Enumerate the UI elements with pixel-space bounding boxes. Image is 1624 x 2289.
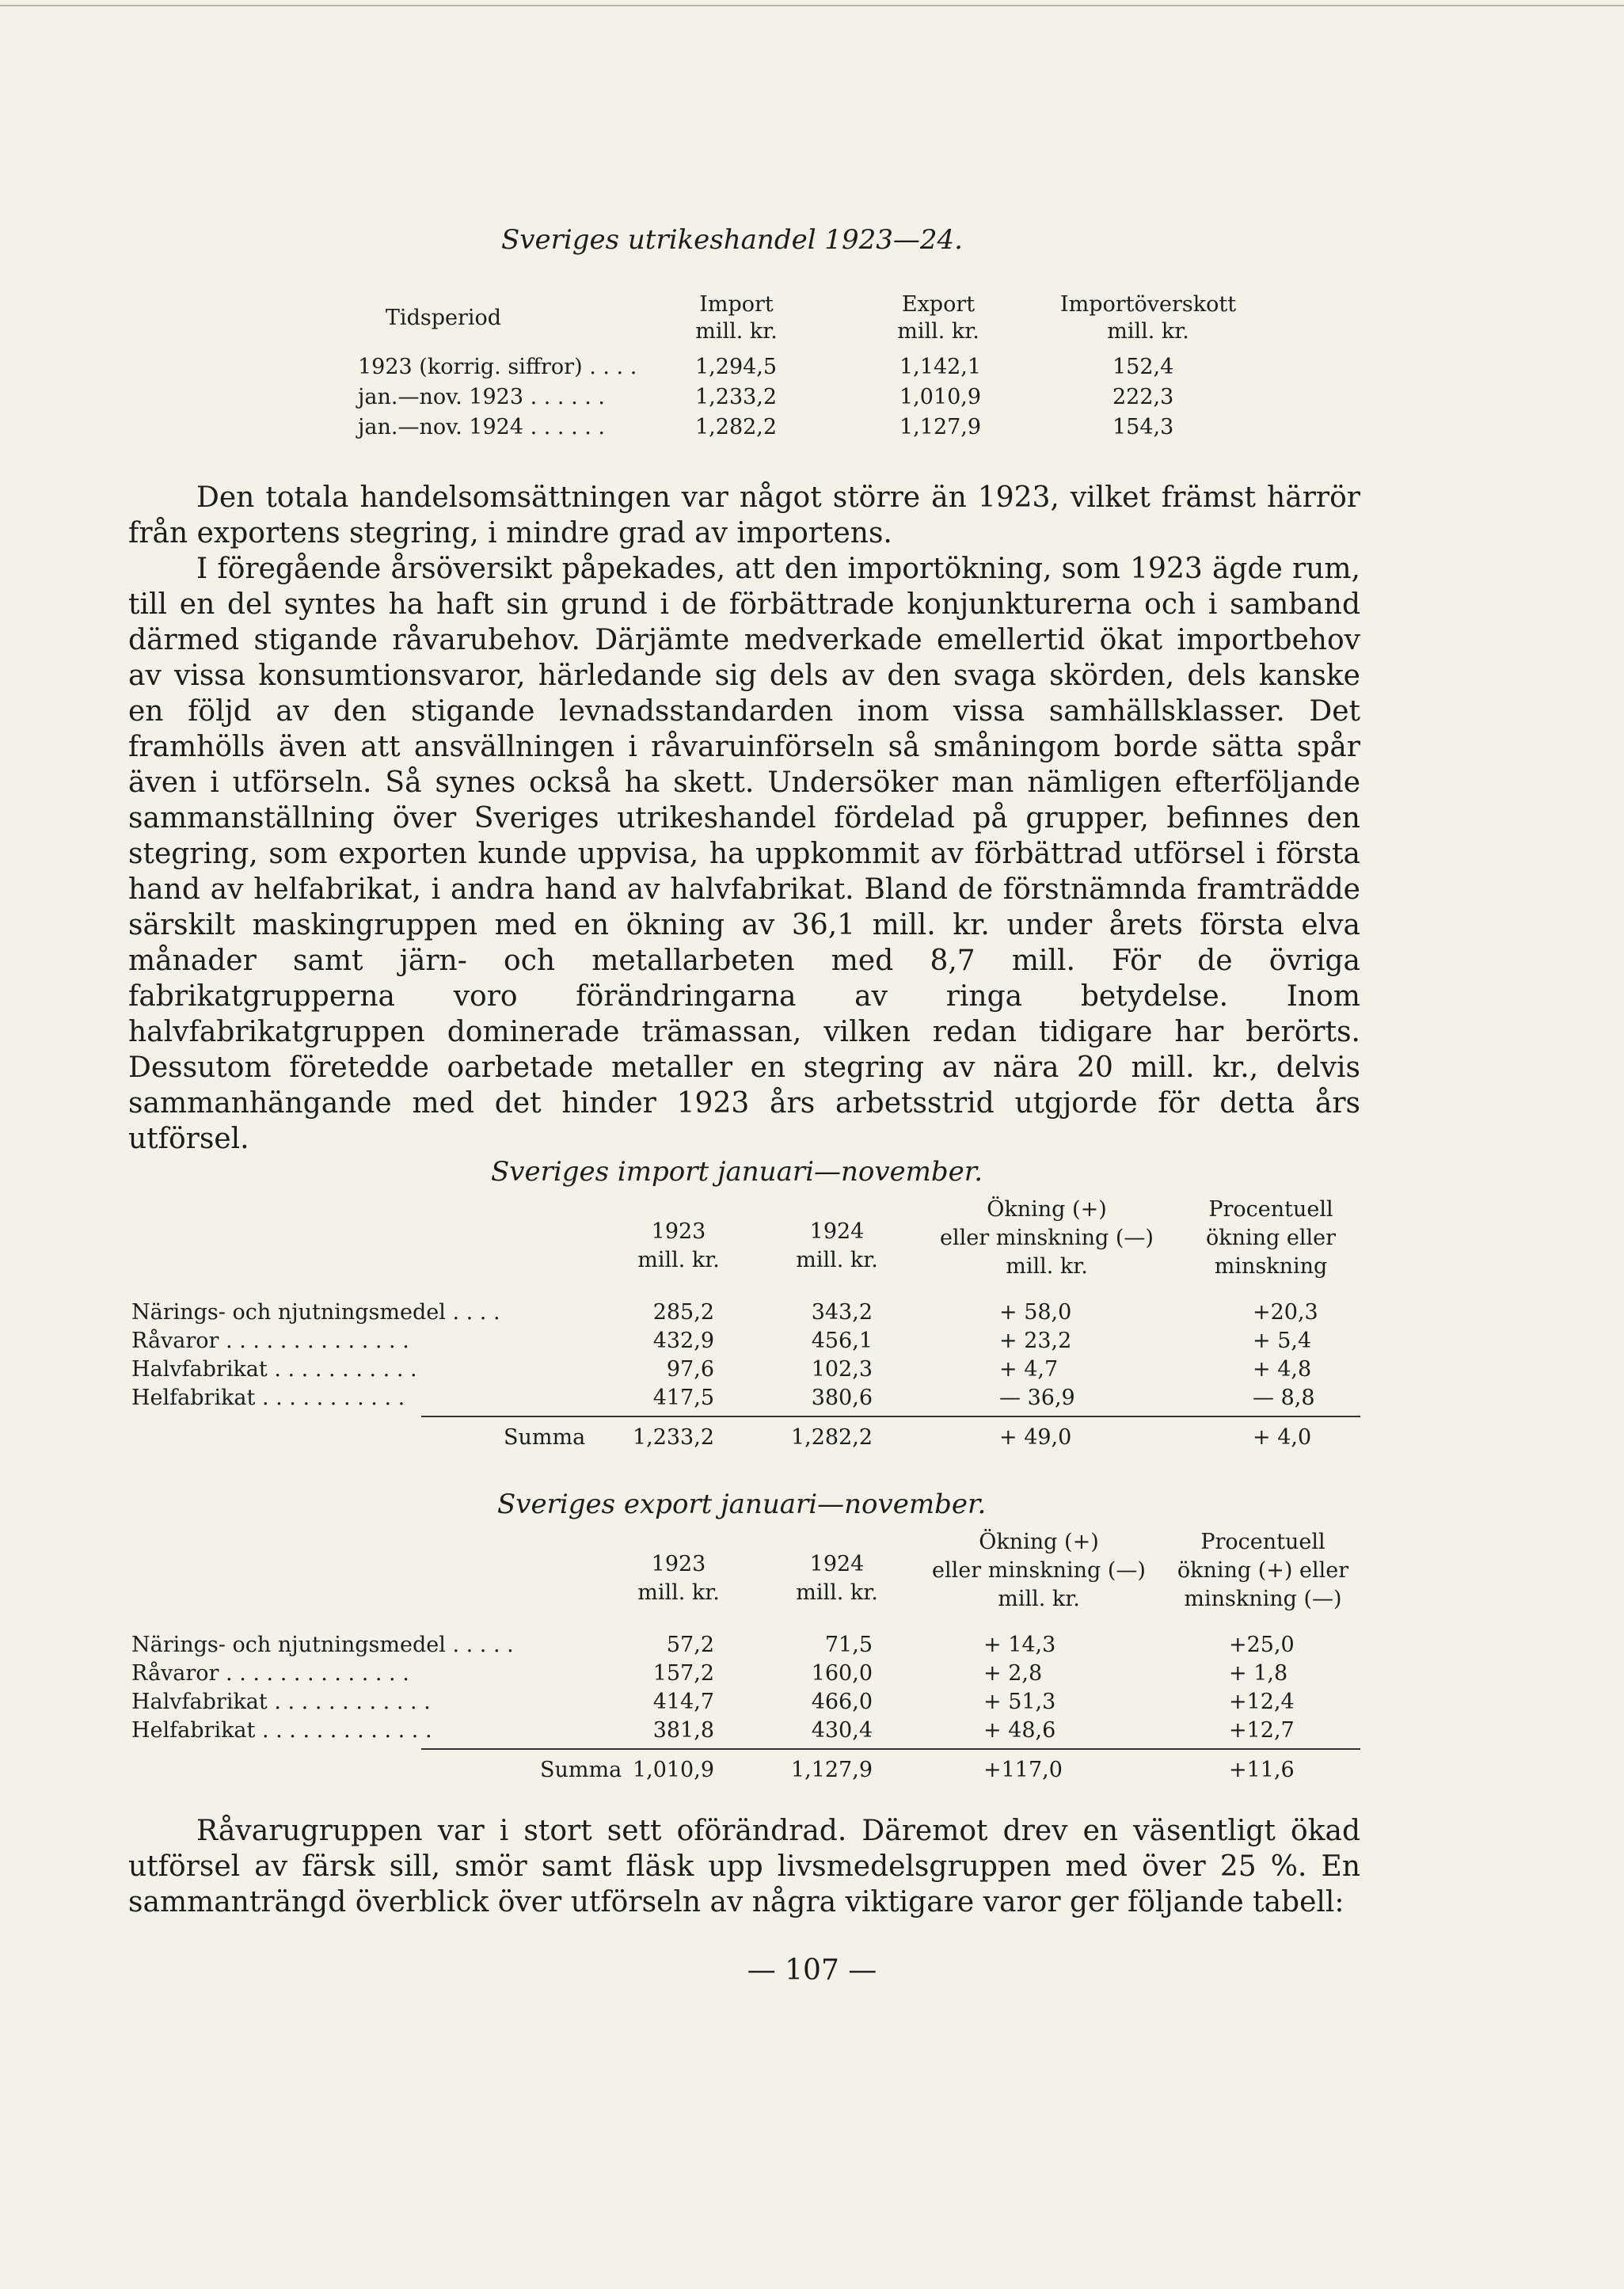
export-table-title: Sveriges export januari—november. [497,1489,987,1520]
header-1923: 1923 mill. kr. [637,1552,720,1605]
import-table [128,1196,1360,1457]
header-period: Tidsperiod [385,306,502,330]
header-percent: Procentuell ökning eller minskning [1205,1197,1337,1279]
table-row-total: Summa 1,233,2 1,282,2 + 49,0 + 4,0 [504,1425,1312,1450]
header-1923: 1923 mill. kr. [637,1219,720,1272]
header-change: Ökning (+) eller minskning (—) mill. kr. [932,1530,1146,1611]
table-row: Närings- och njutningsmedel . . . . 285,2 343,2 + 58,0 +20,3 [131,1300,1318,1325]
paragraph: I föregående årsöversikt påpekades, att den importökning, som 1923 ägde rum, till en del syntes ha haft sin grund i de förbättrade konjunkturerna och i samband därmed stigande råvarubehov. Därjämte medverkade emellertid ökat importbehov av vissa konsumtionsvaror, härledande sig dels av den svaga skörden, dels kanske en följd av den stigande levnadsstandarden inom vissa samhällsklasser. Det framhölls även att ansvällningen i råvaruinförseln så småningom borde sätta spår även i utförseln. Så synes också ha skett. Undersöker man nämligen efterföljande sammanställning över Sveriges utrikeshandel fördelad på grupper, befinnes den stegring, som exporten kunde uppvisa, ha uppkommit av förbättrad utförsel i första hand av helfabrikat, i andra hand av halvfabrikat. Bland de förstnämnda framträdde särskilt maskingruppen med en ökning av 36,1 mill. kr. under årets första elva månader samt järn- och metallarbeten med 8,7 mill. För de övriga fabrikatgrupperna voro förändringarna av ringa betydelse. Inom halvfabrikatgruppen dominerade trämassan, vilken redan tidigare har berörts. Dessutom företedde oarbetade metaller en stegring av nära 20 mill. kr., delvis sammanhängande med det hinder 1923 års arbetsstrid utgjorde för detta års utförsel. [128,553,1360,1155]
table-row: jan.—nov. 1924 . . . . . . 1,282,2 1,127,9 154,3 [358,415,1174,439]
export-table [128,1528,1360,1789]
paragraph: Råvarugruppen var i stort sett oförändrad. Däremot drev en väsentligt ökad utförsel av färsk sill, smör samt fläsk upp livsmedelsgruppen med över 25 %. En sammanträngd överblick över utförseln av några viktigare varor ger följande tabell: [128,1815,1360,1918]
header-export: Export mill. kr. [897,292,979,344]
body-text [128,1813,1360,1920]
sum-rule [421,1748,1360,1750]
table-row: Närings- och njutningsmedel . . . . . 57,2 71,5 + 14,3 +25,0 [131,1633,1295,1657]
import-table-title: Sveriges import januari—november. [491,1156,983,1188]
header-1924: 1924 mill. kr. [796,1552,878,1605]
table-row-total: Summa 1,010,9 1,127,9 +117,0 +11,6 [540,1758,1295,1782]
header-percent: Procentuell ökning (+) eller minskning (—) [1177,1530,1349,1611]
table-row: 1923 (korrig. siffror) . . . . 1,294,5 1,142,1 152,4 [358,355,1174,379]
table-row: Helfabrikat . . . . . . . . . . . 417,5 380,6 — 36,9 — 8,8 [131,1386,1315,1410]
header-import: Import mill. kr. [695,292,778,344]
table-row: Halvfabrikat . . . . . . . . . . . 97,6 102,3 + 4,7 + 4,8 [131,1357,1312,1382]
header-surplus: Importöverskott mill. kr. [1059,292,1237,344]
table-row: jan.—nov. 1923 . . . . . . 1,233,2 1,010,9 222,3 [358,385,1174,409]
header-change: Ökning (+) eller minskning (—) mill. kr. [940,1197,1154,1279]
sum-rule [421,1416,1360,1417]
header-1924: 1924 mill. kr. [796,1219,878,1272]
page-number: — 107 — [747,1954,877,1987]
table-row: Halvfabrikat . . . . . . . . . . . . 414,7 466,0 + 51,3 +12,4 [131,1690,1295,1714]
paragraph: Den totala handelsomsättningen var något större än 1923, vilket främst härrör från exportens stegring, i mindre grad av importens. [128,481,1360,549]
body-text [128,480,1360,1157]
table-row: Råvaror . . . . . . . . . . . . . . 432,9 456,1 + 23,2 + 5,4 [131,1329,1312,1353]
scan-edge-line [0,5,1624,6]
table-row: Råvaror . . . . . . . . . . . . . . 157,2 160,0 + 2,8 + 1,8 [131,1661,1288,1686]
trade-summary-title: Sveriges utrikeshandel 1923—24. [501,224,963,256]
table-row: Helfabrikat . . . . . . . . . . . . . 381,8 430,4 + 48,6 +12,7 [131,1718,1295,1743]
